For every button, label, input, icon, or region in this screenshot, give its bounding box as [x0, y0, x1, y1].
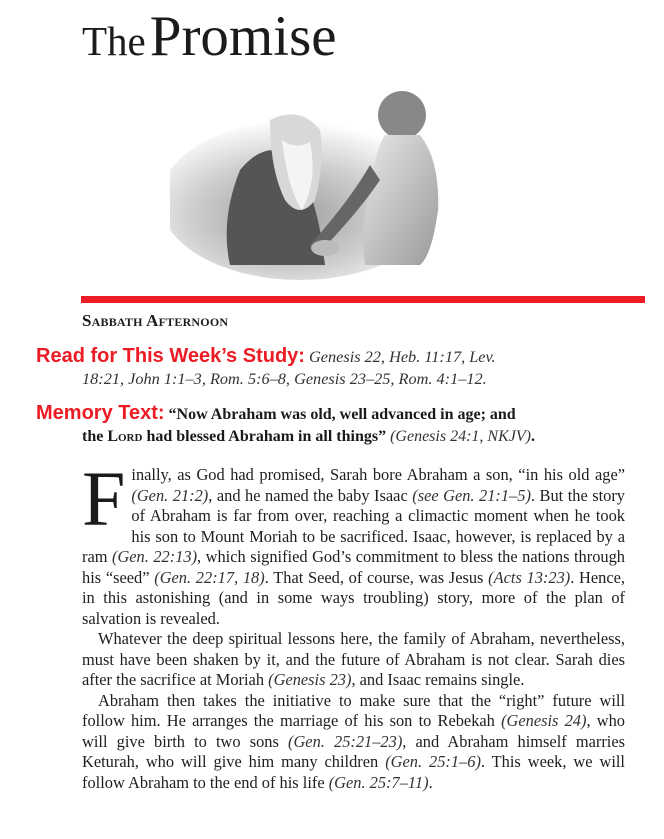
scripture-ref: (see Gen. 21:1–5)	[412, 485, 531, 505]
paragraph-2	[82, 629, 625, 691]
paragraph-3	[82, 691, 625, 794]
text: . This week, we will follow Abraham to the end of his life	[82, 752, 625, 792]
scripture-ref: (Gen. 25:21–23)	[288, 731, 403, 751]
day-heading: Sabbath Afternoon	[82, 311, 229, 330]
text: . But the story of Abraham is far from over, reaching a climactic moment when he took his son to Mount Moriah to be sacrificed. Isaac, however, is replaced by a ram	[82, 485, 626, 566]
text: inally, as God had promised, Sarah bore Abraham a son, “in his old age”	[131, 465, 625, 484]
memory-label: Memory Text:	[36, 402, 165, 424]
text: , who will give birth to two sons	[82, 711, 625, 751]
paragraph-1	[82, 455, 626, 629]
scripture-ref: (Gen. 21:2)	[131, 485, 209, 505]
memory-end: .	[530, 428, 535, 445]
scripture-ref: (Acts 13:23)	[488, 567, 571, 587]
scripture-ref: (Genesis 23)	[268, 670, 352, 689]
title-prefix: The	[82, 18, 146, 64]
drop-cap: F	[82, 455, 126, 542]
text: Whatever the deep spiritual lessons here, the family of Abraham, nevertheless, must have been shaken by it, and the future of Abraham is not clear. Sarah dies after the sacrifice at Moriah	[82, 629, 625, 689]
scripture-ref: (Gen. 22:13)	[111, 547, 198, 566]
scripture-ref: (Gen. 22:17, 18)	[154, 567, 265, 587]
text: . That Seed, of course, was Jesus	[264, 567, 489, 587]
text: , which signified God’s commitment to bless the nations through his “seed”	[82, 547, 625, 587]
memory-lord: Lord	[107, 428, 143, 445]
body-text	[82, 455, 626, 793]
memory-line2b: had blessed Abraham in all things”	[142, 428, 387, 445]
memory-text	[36, 402, 636, 448]
read-refs-line1: Genesis 22, Heb. 11:17, Lev.	[309, 347, 496, 366]
page-title	[82, 4, 337, 69]
section-divider	[81, 296, 645, 303]
text: Abraham then takes the initiative to make sure that the “right” future will follow him. He arranges the marriage of his son to Rebekah	[82, 690, 625, 730]
memory-line2a: the	[82, 428, 108, 445]
read-label: Read for This Week’s Study:	[36, 345, 305, 367]
illustration-icon	[170, 80, 470, 290]
title-main: Promise	[149, 5, 337, 68]
memory-line1: “Now Abraham was old, well advanced in age; and	[168, 406, 516, 423]
text: , and Isaac remains single.	[351, 670, 525, 689]
scripture-ref: (Gen. 25:1–6)	[385, 752, 481, 771]
read-refs-line2: 18:21, John 1:1–3, Rom. 5:6–8, Genesis 23–25, Rom. 4:1–12.	[82, 369, 487, 388]
text: .	[428, 772, 433, 792]
read-for-study	[36, 345, 626, 390]
memory-ref: (Genesis 24:1, NKJV)	[390, 428, 531, 445]
scripture-ref: (Gen. 25:7–11)	[328, 772, 429, 792]
text: , and Abraham himself marries Keturah, who will give him many children	[82, 731, 626, 771]
text: , and he named the baby Isaac	[208, 485, 413, 505]
scripture-ref: (Genesis 24)	[501, 711, 587, 730]
text: . Hence, in this astonishing (and in some ways troubling) story, more of the plan of salvation is revealed.	[82, 567, 625, 628]
